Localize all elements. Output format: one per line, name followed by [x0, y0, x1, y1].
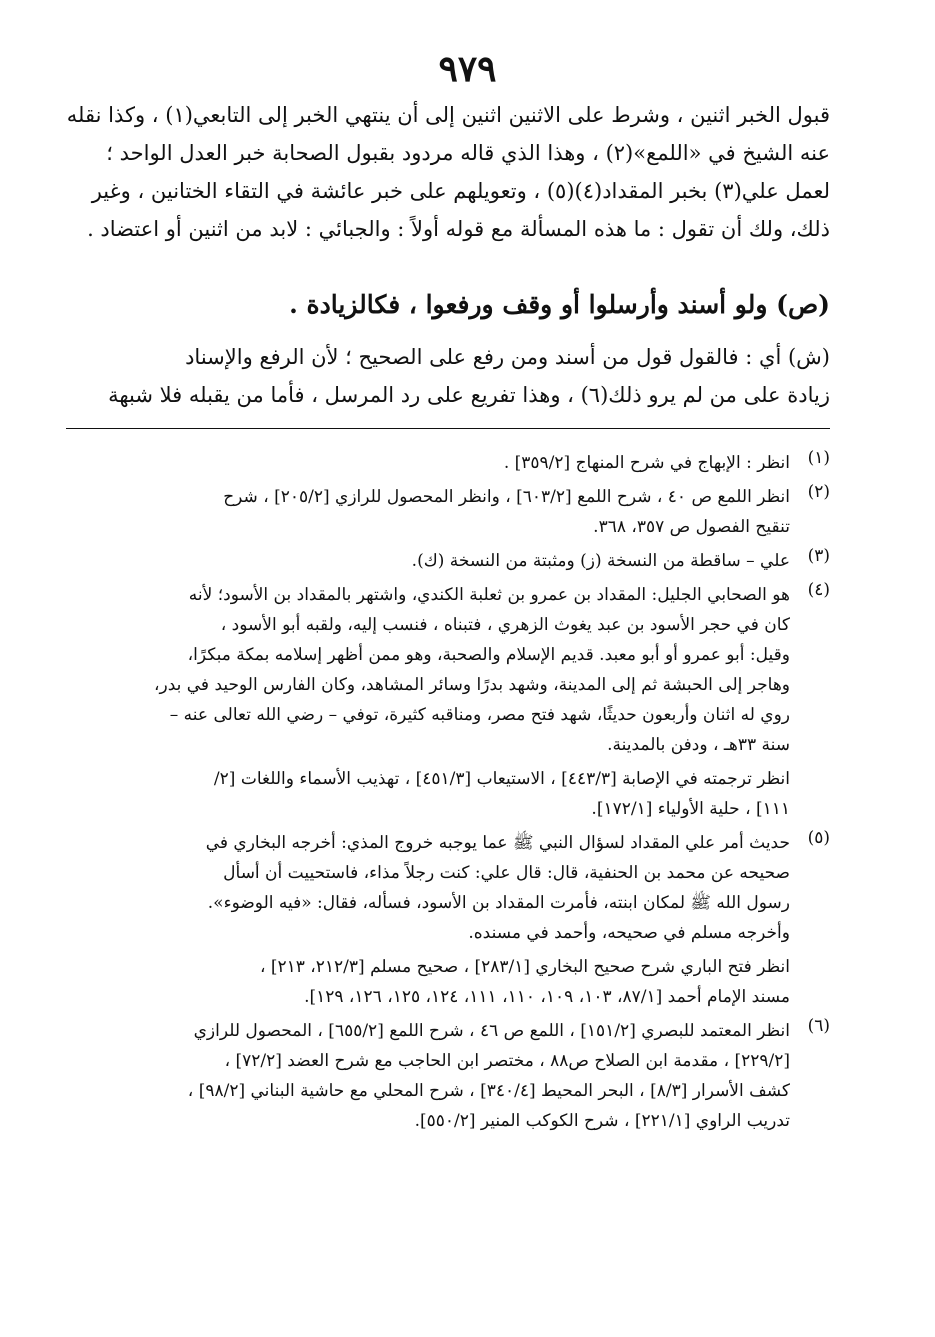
- footnote-number: (١): [807, 448, 830, 468]
- footnote-text-line: انظر اللمع ص ٤٠ ، شرح اللمع [٦٠٣/٢] ، وانظر المحصول للرازي [٢٠٥/٢] ، شرح: [223, 487, 790, 507]
- footnote-references: [66, 764, 790, 824]
- footnote-text-line: وهاجر إلى الحبشة ثم إلى المدينة، وشهد بدرًا وسائر المشاهد، وكان الفارس الوحيد في بدر،: [154, 675, 790, 695]
- footnotes-section: [66, 448, 830, 1140]
- page-number: ٩٧٩: [438, 48, 497, 90]
- footnote-text-line: تدريب الراوي [٢٢١/١] ، شرح الكوكب المنير [٥٥٠/٢].: [414, 1111, 790, 1131]
- footnote-text-line: رسول الله ﷺ لمكان ابنته، فأمرت المقداد بن الأسود، فسأله، فقال: «فيه الوضوء».: [207, 893, 790, 913]
- footnote-text-line: تنقيح الفصول ص ٣٥٧، ٣٦٨.: [593, 517, 790, 537]
- main-text-line: لعمل علي(٣) بخبر المقداد(٤)(٥) ، وتعويلهم على خبر عائشة في التقاء الختانين ، وغير: [91, 179, 830, 203]
- commentary-paragraph: [66, 338, 830, 414]
- footnote: [66, 828, 830, 1012]
- main-text-line: قبول الخبر اثنين ، وشرط على الاثنين اثنين إلى أن ينتهي الخبر إلى التابعي(١) ، وكذا نقله: [66, 103, 830, 127]
- footnote-reference-line: انظر فتح الباري شرح صحيح البخاري [٢٨٣/١] ، صحيح مسلم [٢١٢/٣، ٢١٣] ،: [259, 957, 790, 977]
- footnote-text-line: كان في حجر الأسود بن عبد يغوث الزهري ، فتبناه ، فنسب إليه، ولقبه أبو الأسود ،: [220, 615, 790, 635]
- footnote-number: (٤): [807, 580, 830, 600]
- main-text-line: ذلك، ولك أن تقول : ما هذه المسألة مع قوله أولاً : والجبائي : لابد من اثنين أو اعتضاد .: [87, 217, 830, 241]
- footnote-text-line: سنة ٣٣هـ ، ودفن بالمدينة.: [607, 735, 790, 755]
- commentary-text-line: (ش) أي : فالقول قول من أسند ومن رفع على الصحيح ؛ لأن الرفع والإسناد: [185, 345, 830, 369]
- commentary-text-line: زيادة على من لم يرو ذلك(٦) ، وهذا تفريع على رد المرسل ، فأما من يقبله فلا شبهة: [108, 383, 830, 407]
- footnote: [66, 1016, 830, 1136]
- footnote-reference-line: مسند الإمام أحمد [٨٧/١، ١٠٣، ١٠٩، ١١٠، ١١١، ١٢٤، ١٢٥، ١٢٦، ١٢٩].: [304, 987, 790, 1007]
- footnote-references: [66, 952, 790, 1012]
- footnote-text-line: وقيل: أبو عمرو أو أبو معبد. قديم الإسلام والصحبة، وهو ممن أظهر إسلامه بمكة مبكرًا،: [187, 645, 790, 665]
- main-paragraph: [66, 96, 830, 248]
- footnote-text-line: [٢٢٩/٢] ، مقدمة ابن الصلاح ص٨٨ ، مختصر ابن الحاجب مع شرح العضد [٧٢/٢] ،: [224, 1051, 790, 1071]
- footnote-number: (٥): [807, 828, 830, 848]
- footnote-text-line: انظر : الإبهاج في شرح المنهاج [٣٥٩/٢] .: [503, 453, 790, 473]
- footnote-number: (٦): [807, 1016, 830, 1036]
- footnote: [66, 580, 830, 824]
- footnote-reference-line: ١١١] ، حلية الأولياء [١٧٢/١].: [591, 799, 790, 819]
- footnote-text-line: هو الصحابي الجليل: المقداد بن عمرو بن ثعلبة الكندي، واشتهر بالمقداد بن الأسود؛ لأنه: [188, 585, 790, 605]
- footnote: [66, 546, 830, 576]
- footnote-text-line: حديث أمر علي المقداد لسؤال النبي ﷺ عما يوجبه خروج المذي: أخرجه البخاري في: [205, 833, 790, 853]
- footnote: [66, 482, 830, 542]
- footnote-text-line: علي – ساقطة من النسخة (ز) ومثبتة من النسخة (ك).: [411, 551, 790, 571]
- footnote-text-line: وأخرجه مسلم في صحيحه، وأحمد في مسنده.: [468, 923, 790, 943]
- footnote-reference-line: انظر ترجمته في الإصابة [٤٤٣/٣] ، الاستيعاب [٤٥١/٣] ، تهذيب الأسماء واللغات [٢/: [213, 769, 790, 789]
- main-text-line: عنه الشيخ في «اللمع»(٢) ، وهذا الذي قاله مردود بقبول الصحابة خبر العدل الواحد ؛: [106, 141, 830, 165]
- footnote-text-line: صحيحه عن محمد بن الحنفية، قال: قال علي: كنت رجلاً مذاء، فاستحييت أن أسأل: [223, 863, 790, 883]
- footnote-separator: [66, 428, 830, 429]
- quote-text-line: (ص) ولو أسند وأرسلوا أو وقف ورفعوا ، فكالزيادة .: [289, 290, 830, 319]
- footnote: [66, 448, 830, 478]
- matn-quote: [66, 286, 830, 324]
- footnote-text-line: كشف الأسرار [٨/٣] ، البحر المحيط [٣٤٠/٤] ، شرح المحلي مع حاشية البناني [٩٨/٢] ،: [187, 1081, 790, 1101]
- footnote-text-line: روي له اثنان وأربعون حديثًا، شهد فتح مصر، ومناقبه كثيرة، توفي – رضي الله تعالى عنه –: [169, 705, 790, 725]
- footnote-text-line: انظر المعتمد للبصري [١٥١/٢] ، اللمع ص ٤٦ ، شرح اللمع [٦٥٥/٢] ، المحصول للرازي: [193, 1021, 790, 1041]
- footnote-number: (٢): [807, 482, 830, 502]
- footnote-number: (٣): [807, 546, 830, 566]
